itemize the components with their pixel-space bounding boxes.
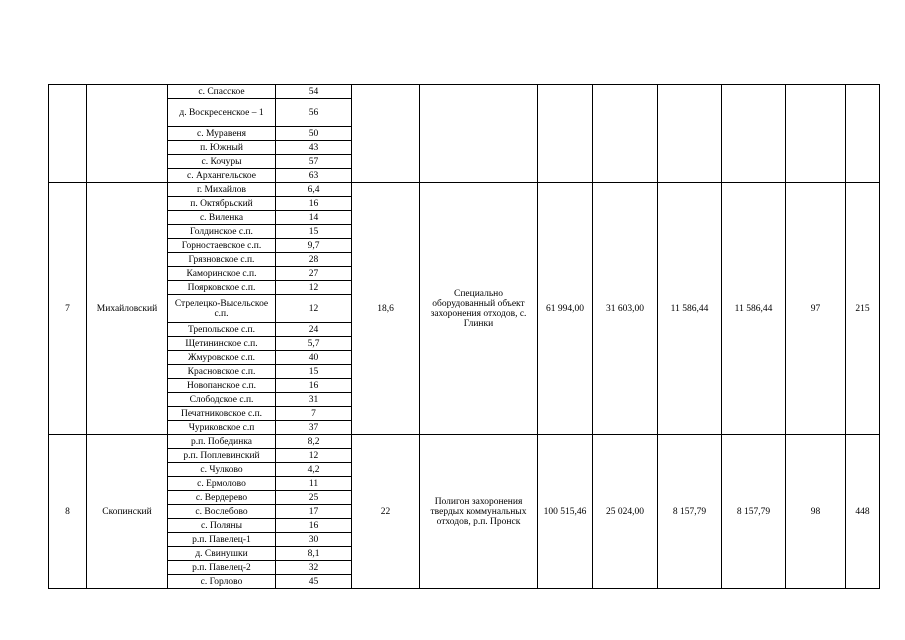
- waste-facility-cell: [420, 85, 538, 183]
- settlement-distance-cell: 63: [276, 169, 352, 183]
- settlement-name-cell: д. Воскресенское – 1: [168, 99, 276, 127]
- district-name-cell: Михайловский: [87, 183, 168, 435]
- value-col-8-cell: 11 586,44: [722, 183, 786, 435]
- row-number-cell: [49, 85, 87, 183]
- settlement-distance-cell: 4,2: [276, 463, 352, 477]
- settlement-name-cell: Голдинское с.п.: [168, 225, 276, 239]
- settlement-distance-cell: 30: [276, 533, 352, 547]
- settlement-distance-cell: 50: [276, 127, 352, 141]
- settlement-name-cell: Печатниковское с.п.: [168, 407, 276, 421]
- settlement-distance-cell: 54: [276, 85, 352, 99]
- settlement-distance-cell: 16: [276, 519, 352, 533]
- settlement-distance-cell: 12: [276, 281, 352, 295]
- settlement-name-cell: Жмуровское с.п.: [168, 351, 276, 365]
- waste-facility-cell: Полигон захоронения твердых коммунальных отходов, р.п. Пронск: [420, 435, 538, 589]
- settlement-distance-cell: 6,4: [276, 183, 352, 197]
- settlement-name-cell: д. Свинушки: [168, 547, 276, 561]
- settlement-distance-cell: 17: [276, 505, 352, 519]
- settlement-distance-cell: 56: [276, 99, 352, 127]
- settlement-distance-cell: 14: [276, 211, 352, 225]
- settlement-distance-cell: 57: [276, 155, 352, 169]
- settlement-distance-cell: 15: [276, 225, 352, 239]
- settlement-name-cell: п. Октябрьский: [168, 197, 276, 211]
- settlement-distance-cell: 43: [276, 141, 352, 155]
- settlement-distance-cell: 27: [276, 267, 352, 281]
- settlement-distance-cell: 5,7: [276, 337, 352, 351]
- settlement-name-cell: с. Архангельское: [168, 169, 276, 183]
- value-col-10-cell: 215: [846, 183, 880, 435]
- value-col-10-cell: [846, 85, 880, 183]
- value-col-10-cell: 448: [846, 435, 880, 589]
- settlement-name-cell: с. Спасское: [168, 85, 276, 99]
- settlement-name-cell: Каморинское с.п.: [168, 267, 276, 281]
- settlement-distance-cell: 37: [276, 421, 352, 435]
- settlement-distance-cell: 12: [276, 449, 352, 463]
- settlement-distance-cell: 12: [276, 295, 352, 323]
- value-col-5-cell: 61 994,00: [538, 183, 593, 435]
- value-col-5-cell: 100 515,46: [538, 435, 593, 589]
- average-distance-cell: 18,6: [352, 183, 420, 435]
- settlement-distance-cell: 8,2: [276, 435, 352, 449]
- value-col-7-cell: [658, 85, 722, 183]
- value-col-9-cell: 98: [786, 435, 846, 589]
- settlement-distance-cell: 40: [276, 351, 352, 365]
- district-name-cell: Скопинский: [87, 435, 168, 589]
- settlement-distance-cell: 25: [276, 491, 352, 505]
- settlement-distance-cell: 32: [276, 561, 352, 575]
- settlement-name-cell: р.п. Павелец-1: [168, 533, 276, 547]
- row-number-cell: 7: [49, 183, 87, 435]
- settlement-distance-cell: 16: [276, 379, 352, 393]
- row-number-cell: 8: [49, 435, 87, 589]
- table-row: [49, 85, 880, 99]
- table-row: [49, 435, 880, 449]
- settlement-name-cell: п. Южный: [168, 141, 276, 155]
- settlement-name-cell: Стрелецко-Высельское с.п.: [168, 295, 276, 323]
- settlement-name-cell: с. Кочуры: [168, 155, 276, 169]
- value-col-7-cell: 11 586,44: [658, 183, 722, 435]
- district-name-cell: [87, 85, 168, 183]
- value-col-5-cell: [538, 85, 593, 183]
- settlement-name-cell: Горностаевское с.п.: [168, 239, 276, 253]
- value-col-9-cell: [786, 85, 846, 183]
- settlement-name-cell: Грязновское с.п.: [168, 253, 276, 267]
- value-col-9-cell: 97: [786, 183, 846, 435]
- average-distance-cell: 22: [352, 435, 420, 589]
- settlement-name-cell: Слободское с.п.: [168, 393, 276, 407]
- settlement-name-cell: с. Чулково: [168, 463, 276, 477]
- settlement-name-cell: с. Поляны: [168, 519, 276, 533]
- settlement-name-cell: р.п. Побединка: [168, 435, 276, 449]
- settlement-name-cell: Щетининское с.п.: [168, 337, 276, 351]
- value-col-7-cell: 8 157,79: [658, 435, 722, 589]
- settlement-distance-cell: 16: [276, 197, 352, 211]
- settlement-name-cell: Новопанское с.п.: [168, 379, 276, 393]
- settlement-name-cell: Красновское с.п.: [168, 365, 276, 379]
- value-col-8-cell: 8 157,79: [722, 435, 786, 589]
- settlement-name-cell: Трепольское с.п.: [168, 323, 276, 337]
- waste-distance-table: [48, 84, 880, 589]
- settlement-name-cell: г. Михайлов: [168, 183, 276, 197]
- value-col-8-cell: [722, 85, 786, 183]
- waste-facility-cell: Специально оборудованный объект захоронения отходов, с. Глинки: [420, 183, 538, 435]
- settlement-distance-cell: 28: [276, 253, 352, 267]
- settlement-name-cell: с. Горлово: [168, 575, 276, 589]
- settlement-distance-cell: 9,7: [276, 239, 352, 253]
- settlement-distance-cell: 8,1: [276, 547, 352, 561]
- settlement-name-cell: р.п. Поплевинский: [168, 449, 276, 463]
- value-col-6-cell: [593, 85, 658, 183]
- settlement-distance-cell: 15: [276, 365, 352, 379]
- settlement-distance-cell: 31: [276, 393, 352, 407]
- settlement-name-cell: с. Вердерево: [168, 491, 276, 505]
- settlement-name-cell: Поярковское с.п.: [168, 281, 276, 295]
- settlement-distance-cell: 24: [276, 323, 352, 337]
- settlement-name-cell: с. Виленка: [168, 211, 276, 225]
- settlement-distance-cell: 45: [276, 575, 352, 589]
- table-row: [49, 183, 880, 197]
- average-distance-cell: [352, 85, 420, 183]
- settlement-name-cell: с. Муравеня: [168, 127, 276, 141]
- settlement-name-cell: Чуриковское с.п: [168, 421, 276, 435]
- settlement-distance-cell: 11: [276, 477, 352, 491]
- value-col-6-cell: 31 603,00: [593, 183, 658, 435]
- settlement-name-cell: с. Ермолово: [168, 477, 276, 491]
- settlement-name-cell: с. Вослебово: [168, 505, 276, 519]
- settlement-name-cell: р.п. Павелец-2: [168, 561, 276, 575]
- value-col-6-cell: 25 024,00: [593, 435, 658, 589]
- settlement-distance-cell: 7: [276, 407, 352, 421]
